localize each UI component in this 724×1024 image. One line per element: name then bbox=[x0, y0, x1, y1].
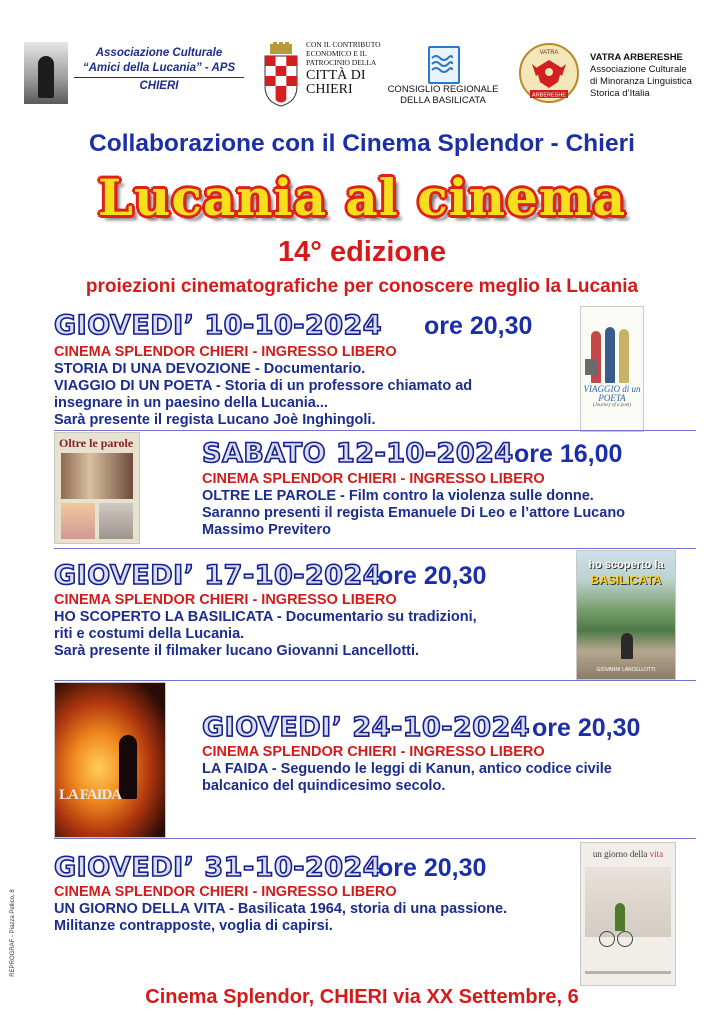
vatra-arbereshe-logo bbox=[518, 42, 580, 104]
festival-subtitle: proiezioni cinematografiche per conoscere meglio la Lucania bbox=[85, 276, 639, 297]
event-5-details bbox=[54, 884, 507, 935]
event-3-line: riti e costumi della Lucania. bbox=[54, 626, 245, 642]
venue-address: Cinema Splendor, CHIERI via XX Settembre, 6 bbox=[145, 986, 579, 1008]
event-1-poster: VIAGGIO di un POETA (Journey of a poet) bbox=[580, 306, 644, 432]
event-3-poster: ho scoperto la BASILICATA GIOVANNI LANCELLOTTI bbox=[576, 550, 676, 680]
event-3-line: Sarà presente il filmaker lucano Giovanni Lancellotti. bbox=[54, 643, 420, 659]
association-photo bbox=[24, 42, 68, 104]
section-divider bbox=[54, 548, 696, 549]
event-1-line: insegnare in un paesino della Lucania... bbox=[54, 395, 328, 411]
event-2-venue: CINEMA SPLENDOR CHIERI - INGRESSO LIBERO bbox=[202, 471, 545, 487]
event-2-poster: Oltre le parole bbox=[54, 432, 140, 544]
event-4-time: ore 20,30 bbox=[532, 714, 641, 742]
event-2-line: OLTRE LE PAROLE - Film contro la violenza sulle donne. bbox=[202, 488, 594, 504]
event-4-line: balcanico del quindicesimo secolo. bbox=[202, 778, 446, 794]
event-5-line: Militanze contrapposte, voglia di capirsi. bbox=[54, 918, 333, 934]
svg-text:VATRA: VATRA bbox=[539, 50, 559, 56]
event-1-line: VIAGGIO DI UN POETA - Storia di un professore chiamato ad bbox=[54, 378, 473, 394]
collaboration-heading: Collaborazione con il Cinema Splendor - Chieri bbox=[89, 130, 635, 157]
event-5-venue: CINEMA SPLENDOR CHIERI - INGRESSO LIBERO bbox=[54, 884, 397, 900]
association-name: Associazione Culturale “Amici della Lucania” - APS CHIERI bbox=[74, 46, 244, 94]
chieri-crest-logo bbox=[262, 42, 300, 108]
vatra-arbereshe-info: VATRA ARBERESHE Associazione Culturale di Minoranza Linguistica Storica d’Italia bbox=[590, 52, 692, 99]
printer-credit: REPROGRAF - Piazza Pellico, 8 bbox=[10, 889, 16, 977]
section-divider bbox=[54, 430, 696, 431]
event-4-poster: LA FAIDA bbox=[54, 682, 166, 838]
event-5-date: GIOVEDI’ 31-10-2024 bbox=[54, 852, 383, 883]
event-1-line: Sarà presente il regista Lucano Joè Inghingoli. bbox=[54, 412, 376, 428]
event-2-line: Massimo Previtero bbox=[202, 522, 331, 538]
svg-text:ARBERESHE: ARBERESHE bbox=[532, 92, 566, 99]
basilicata-council: CONSIGLIO REGIONALE DELLA BASILICATA bbox=[387, 84, 499, 106]
event-1-details bbox=[54, 344, 472, 429]
event-1-line: STORIA DI UNA DEVOZIONE - Documentario. bbox=[54, 361, 366, 377]
event-3-time: ore 20,30 bbox=[378, 562, 487, 590]
event-4-date: GIOVEDI’ 24-10-2024 bbox=[202, 712, 531, 743]
event-5-line: UN GIORNO DELLA VITA - Basilicata 1964, storia di una passione. bbox=[54, 901, 508, 917]
event-3-date: GIOVEDI’ 17-10-2024 bbox=[54, 560, 383, 591]
event-2-date: SABATO 12-10-2024 bbox=[202, 438, 514, 469]
event-1-time: ore 20,30 bbox=[424, 312, 533, 340]
event-1-venue: CINEMA SPLENDOR CHIERI - INGRESSO LIBERO bbox=[54, 344, 397, 360]
event-3-venue: CINEMA SPLENDOR CHIERI - INGRESSO LIBERO bbox=[54, 592, 397, 608]
basilicata-logo bbox=[428, 46, 460, 84]
event-2-time: ore 16,00 bbox=[514, 440, 623, 468]
event-4-details bbox=[202, 744, 612, 795]
edition-label: 14° edizione bbox=[278, 236, 446, 268]
event-3-details bbox=[54, 592, 477, 660]
section-divider bbox=[54, 680, 696, 681]
chieri-patronage: CON IL CONTRIBUTO ECONOMICO E IL PATROCINIO DELLA CITTÀ DI CHIERI bbox=[306, 40, 381, 97]
event-3-line: HO SCOPERTO LA BASILICATA - Documentario su tradizioni, bbox=[54, 609, 477, 625]
event-2-details bbox=[202, 471, 625, 539]
event-2-line: Saranno presenti il regista Emanuele Di Leo e l’attore Lucano bbox=[202, 505, 626, 521]
event-5-time: ore 20,30 bbox=[378, 854, 487, 882]
festival-title: Lucania al cinema bbox=[97, 168, 627, 227]
section-divider bbox=[54, 838, 696, 839]
event-4-venue: CINEMA SPLENDOR CHIERI - INGRESSO LIBERO bbox=[202, 744, 545, 760]
event-4-line: LA FAIDA - Seguendo le leggi di Kanun, antico codice civile bbox=[202, 761, 612, 777]
event-1-date: GIOVEDI’ 10-10-2024 bbox=[54, 310, 383, 341]
event-5-poster: un giorno della vita bbox=[580, 842, 676, 986]
